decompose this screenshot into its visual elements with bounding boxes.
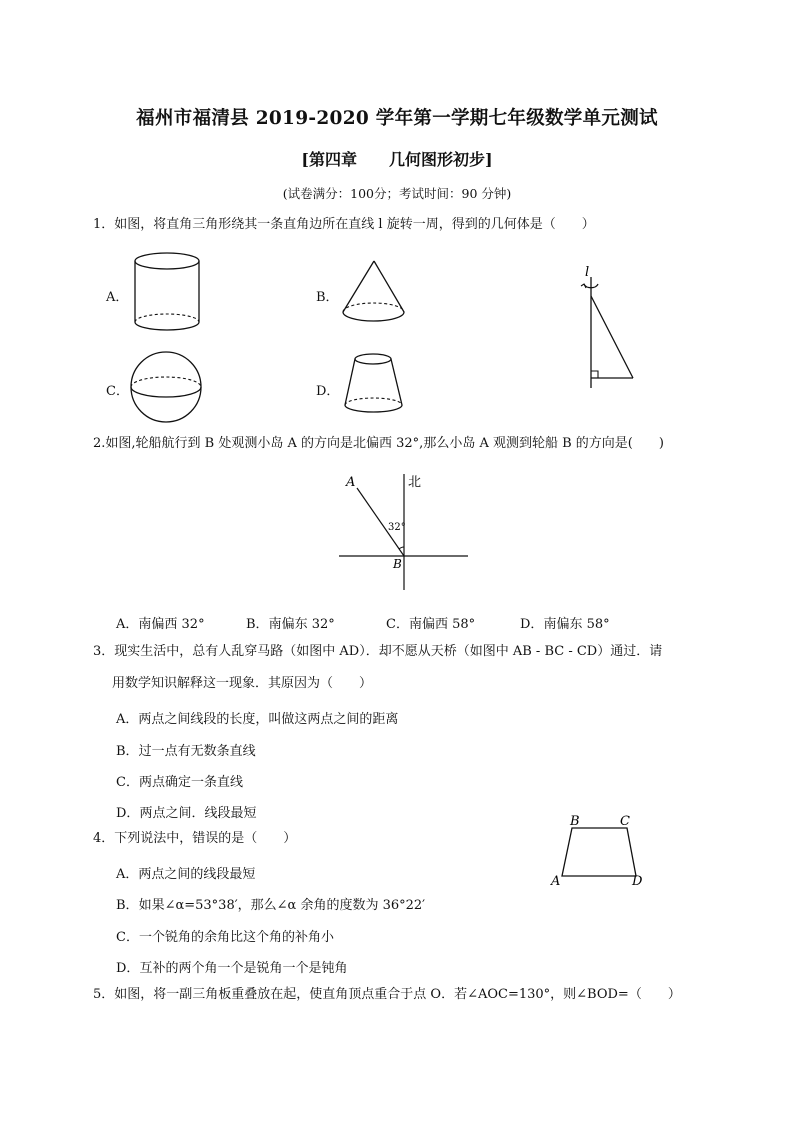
chapter-subtitle: [第四章 几何图形初步] [301,150,493,169]
bridge-trapezoid-figure [548,812,658,892]
question-text: 如图,轮船航行到 B 处观测小岛 A 的方向是北偏西 32°,那么小岛 A 观测到轮船 B 的方向是( ) [105,436,664,451]
cylinder-figure [130,250,210,336]
question-number: 1． [93,217,115,232]
page-title: 福州市福清县 2019-2020 学年第一学期七年级数学单元测试 [136,108,658,129]
option-2a: A．南偏西 32° [116,617,205,632]
cone-figure [338,258,408,328]
question-number: 2. [93,436,106,451]
question-number: 4． [93,831,115,846]
point-a-label: A [551,874,561,889]
option-3a: A．两点之间线段的长度，叫做这两点之间的距离 [116,712,399,727]
option-2b: B．南偏东 32° [246,617,335,632]
option-1b-label: B． [316,290,339,305]
rotating-triangle-figure [570,262,650,392]
option-4c: C．一个锐角的余角比这个角的补角小 [116,930,334,945]
question-text: 现实生活中，总有人乱穿马路（如图中 AD）．却不愿从天桥（如图中 AB - BC - CD）通过．请 [114,644,663,659]
option-2c: C．南偏西 58° [386,617,476,632]
option-1c-label: C． [106,384,129,399]
option-3c: C．两点确定一条直线 [116,775,243,790]
option-3d: D．两点之间．线段最短 [116,806,257,821]
question-number: 5． [93,987,115,1002]
point-b-label: B [570,814,580,829]
option-4d: D．互补的两个角一个是锐角一个是钝角 [116,961,348,976]
exam-meta: (试卷满分：100分；考试时间：90 分钟) [282,186,512,201]
option-4b: B．如果∠α=53°38′，那么∠α 余角的度数为 36°22′ [116,898,426,913]
frustum-figure [340,350,410,420]
question-1 [93,218,595,231]
sphere-figure [128,350,208,424]
question-4 [93,832,296,845]
question-text: 如图，将一副三角板重叠放在起，使直角顶点重合于点 O．若∠AOC=130°，则∠BOD=（ ） [114,987,681,1002]
question-number: 3． [93,644,115,659]
option-2d: D．南偏东 58° [520,617,610,632]
question-3-line-2: 用数学知识解释这一现象．其原因为（ ） [112,676,373,691]
question-text: 如图，将直角三角形绕其一条直角边所在直线 l 旋转一周，得到的几何体是（ ） [114,217,595,232]
option-1d-label: D． [316,384,340,399]
option-1a-label: A． [106,290,129,305]
question-5 [93,988,681,1001]
north-label: 北 [408,475,422,490]
option-4a: A．两点之间的线段最短 [116,867,256,882]
point-c-label: C [620,814,630,829]
question-2 [93,437,664,450]
question-text: 下列说法中，错误的是（ ） [114,831,297,846]
point-a-label: A [346,475,356,490]
angle-label: 32° [388,522,406,533]
bearing-figure [336,470,476,600]
option-3b: B．过一点有无数条直线 [116,744,256,759]
question-3-line-1 [93,645,662,658]
point-b-label: B [393,557,402,571]
axis-label-l: l [585,265,590,280]
point-d-label: D [632,874,643,889]
